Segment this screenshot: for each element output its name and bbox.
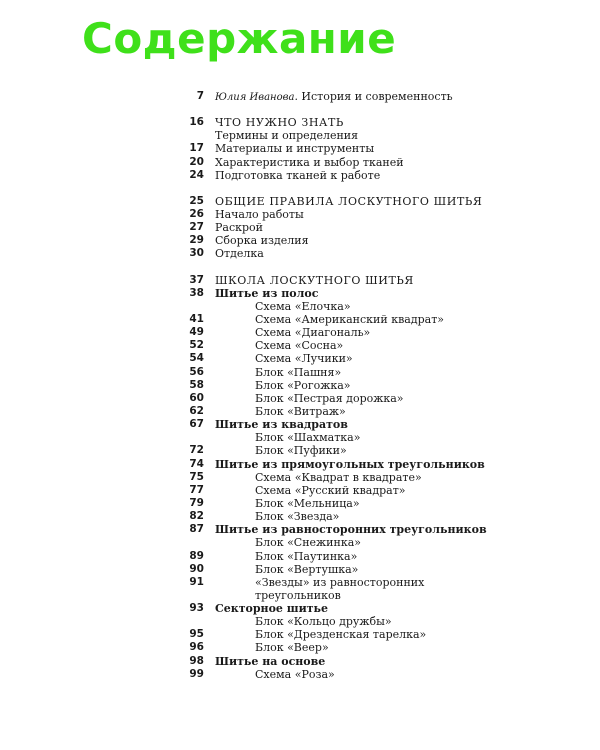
entry-title: Блок «Вертушка»	[255, 562, 359, 576]
entry-title: Блок «Снежинка»	[255, 536, 361, 550]
toc-entry[interactable]	[0, 142, 600, 155]
toc-entry[interactable]	[0, 287, 600, 300]
entry-title: Подготовка тканей к работе	[215, 168, 381, 182]
entry-title: Блок «Кольцо дружбы»	[255, 615, 392, 629]
page-number: 16	[189, 116, 204, 129]
toc-entry[interactable]	[0, 523, 600, 536]
section-gap	[0, 103, 600, 116]
entry-title: Материалы и инструменты	[215, 142, 375, 156]
page-number: 87	[189, 523, 204, 536]
toc-entry[interactable]	[0, 366, 600, 379]
entry-title: Блок «Пуфики»	[255, 444, 347, 458]
section-title: ОБЩИЕ ПРАВИЛА ЛОСКУТНОГО ШИТЬЯ	[215, 194, 483, 208]
author-name: Юлия Иванова	[215, 92, 295, 103]
toc-intro-row[interactable]	[0, 90, 600, 103]
toc-entry[interactable]	[0, 169, 600, 182]
page-number: 96	[189, 641, 204, 654]
page-number: 24	[189, 168, 204, 181]
entry-title: Блок «Веер»	[255, 641, 329, 655]
toc-entry[interactable]	[0, 615, 600, 628]
entry-title: Шитье из равносторонних треугольников	[215, 523, 487, 537]
toc-entry[interactable]	[0, 234, 600, 247]
page-title: Содержание	[82, 14, 397, 63]
section-gap	[0, 261, 600, 274]
page-number: 72	[189, 444, 204, 457]
page-number: 98	[189, 654, 204, 667]
page-number: 62	[189, 404, 204, 417]
page-number: 89	[189, 549, 204, 562]
entry-title: Блок «Рогожка»	[255, 378, 351, 392]
page-number: 20	[189, 155, 204, 168]
toc-section-heading[interactable]	[0, 195, 600, 208]
toc-entry[interactable]	[0, 458, 600, 471]
toc-entry[interactable]	[0, 563, 600, 576]
toc-entry[interactable]	[0, 326, 600, 339]
page-number: 41	[189, 312, 204, 325]
toc-entry[interactable]	[0, 208, 600, 221]
entry-title: Схема «Сосна»	[255, 339, 344, 353]
page-number: 79	[189, 496, 204, 509]
toc-entry[interactable]	[0, 471, 600, 484]
entry-title: Шитье из прямоугольных треугольников	[215, 457, 485, 471]
page-number: 77	[189, 483, 204, 496]
toc-section-heading[interactable]	[0, 274, 600, 287]
page-number: 27	[189, 221, 204, 234]
page-number: 56	[189, 365, 204, 378]
entry-title: Блок «Мельница»	[255, 496, 360, 510]
toc-entry[interactable]	[0, 550, 600, 563]
page-number: 49	[189, 326, 204, 339]
toc-entry[interactable]	[0, 589, 600, 602]
page-number: 30	[189, 247, 204, 260]
section-title: ШКОЛА ЛОСКУТНОГО ШИТЬЯ	[215, 273, 414, 287]
toc-entry[interactable]	[0, 497, 600, 510]
toc-entry[interactable]	[0, 431, 600, 444]
page-number: 17	[189, 142, 204, 155]
toc-entry[interactable]	[0, 510, 600, 523]
page-number: 67	[189, 418, 204, 431]
entry-title: Шитье на основе	[215, 654, 326, 668]
entry-title: Сборка изделия	[215, 234, 309, 248]
toc-entry[interactable]	[0, 156, 600, 169]
entry-title: Схема «Американский квадрат»	[255, 312, 445, 326]
page-number: 52	[189, 339, 204, 352]
entry-title: Схема «Русский квадрат»	[255, 483, 406, 497]
page-number: 60	[189, 391, 204, 404]
entry-title: Схема «Лучики»	[255, 352, 353, 366]
page-number: 37	[189, 273, 204, 286]
entry-text: . История и современность	[294, 90, 453, 103]
toc-entry[interactable]	[0, 444, 600, 457]
toc-entry[interactable]	[0, 339, 600, 352]
page-number: 25	[189, 194, 204, 207]
entry-title: Характеристика и выбор тканей	[215, 155, 404, 169]
entry-title: Схема «Квадрат в квадрате»	[255, 470, 422, 484]
page-number: 74	[189, 457, 204, 470]
toc-entry[interactable]	[0, 392, 600, 405]
entry-title: Секторное шитье	[215, 602, 329, 616]
page-number: 38	[189, 286, 204, 299]
page-number: 75	[189, 470, 204, 483]
toc-entry[interactable]	[0, 576, 600, 589]
page-number: 58	[189, 378, 204, 391]
page-number: 26	[189, 207, 204, 220]
entry-title	[215, 90, 453, 104]
entry-title: Начало работы	[215, 207, 304, 221]
toc-entry[interactable]	[0, 418, 600, 431]
toc-entry[interactable]	[0, 484, 600, 497]
page-number: 29	[189, 234, 204, 247]
entry-title: Блок «Паутинка»	[255, 549, 358, 563]
entry-title: Блок «Витраж»	[255, 404, 346, 418]
toc-section-heading[interactable]	[0, 116, 600, 129]
toc-entry[interactable]	[0, 300, 600, 313]
page-number: 82	[189, 510, 204, 523]
entry-title: «Звезды» из равносторонних	[255, 575, 425, 589]
table-of-contents	[0, 90, 600, 681]
entry-title: Блок «Шахматка»	[255, 431, 361, 445]
toc-entry[interactable]	[0, 405, 600, 418]
entry-title: Блок «Дрезденская тарелка»	[255, 628, 427, 642]
toc-entry[interactable]	[0, 352, 600, 365]
entry-title: Блок «Пестрая дорожка»	[255, 391, 404, 405]
section-gap	[0, 182, 600, 195]
entry-title: Схема «Елочка»	[255, 299, 351, 313]
page-number: 95	[189, 628, 204, 641]
toc-entry[interactable]	[0, 221, 600, 234]
section-title: ЧТО НУЖНО ЗНАТЬ	[215, 116, 344, 130]
page-number: 91	[189, 575, 204, 588]
entry-title: Шитье из квадратов	[215, 418, 348, 432]
entry-title: Отделка	[215, 247, 264, 261]
entry-title: Схема «Роза»	[255, 667, 335, 681]
toc-entry[interactable]	[0, 655, 600, 668]
toc-entry[interactable]	[0, 602, 600, 615]
page-number: 90	[189, 562, 204, 575]
toc-entry[interactable]	[0, 129, 600, 142]
entry-title: Блок «Звезда»	[255, 510, 340, 524]
entry-title: Термины и определения	[215, 129, 359, 143]
entry-title: Блок «Пашня»	[255, 365, 342, 379]
toc-entry[interactable]	[0, 247, 600, 260]
entry-title: Раскрой	[215, 221, 263, 235]
entry-title: Схема «Диагональ»	[255, 326, 371, 340]
toc-entry[interactable]	[0, 668, 600, 681]
toc-entry[interactable]	[0, 379, 600, 392]
toc-entry[interactable]	[0, 628, 600, 641]
toc-entry[interactable]	[0, 313, 600, 326]
page-number: 99	[189, 667, 204, 680]
page-number: 54	[189, 352, 204, 365]
page-number: 93	[189, 602, 204, 615]
toc-entry[interactable]	[0, 641, 600, 654]
entry-title: Шитье из полос	[215, 286, 319, 300]
page-number: 7	[196, 90, 204, 102]
toc-entry[interactable]	[0, 536, 600, 549]
entry-title: треугольников	[255, 588, 341, 602]
